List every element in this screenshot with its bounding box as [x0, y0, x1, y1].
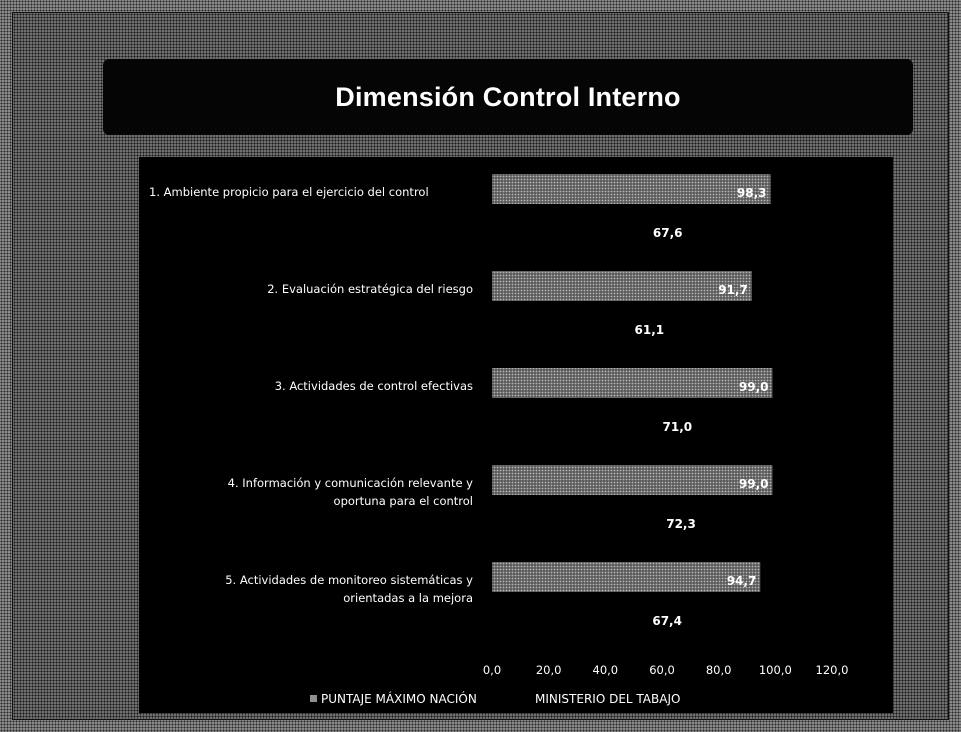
data-label: 61,1	[634, 323, 665, 337]
data-label: 91,7	[718, 283, 748, 297]
data-label: 94,7	[726, 574, 757, 588]
data-label: 71,0	[662, 420, 693, 434]
chart-panel	[139, 157, 893, 713]
title-banner	[103, 59, 913, 135]
bar-puntaje-maximo	[492, 174, 771, 204]
bar-puntaje-maximo	[492, 271, 752, 301]
data-label: 67,6	[652, 226, 683, 240]
data-label: 99,0	[738, 477, 769, 491]
x-tick-label: 40,0	[592, 663, 619, 677]
x-tick-label: 0,0	[482, 663, 502, 677]
x-tick-label: 80,0	[705, 663, 732, 677]
category-label: 5. Actividades de monitoreo sistemáticas y	[225, 573, 473, 587]
chart-title: Dimensión Control Interno	[335, 81, 681, 112]
category-label: 1. Ambiente propicio para el ejercicio del control	[149, 185, 429, 199]
category-label: oportuna para el control	[333, 494, 473, 508]
legend-swatch	[310, 695, 317, 702]
slide-frame	[12, 12, 949, 720]
bar-chart	[139, 157, 893, 713]
x-tick-label: 20,0	[535, 663, 562, 677]
data-label: 72,3	[666, 517, 696, 531]
bar-puntaje-maximo	[492, 368, 773, 398]
x-tick-label: 60,0	[649, 663, 675, 677]
x-tick-label: 100,0	[758, 663, 792, 677]
data-label: 99,0	[738, 380, 769, 394]
bar-puntaje-maximo	[492, 562, 760, 592]
data-label: 98,3	[736, 186, 767, 200]
legend-swatch	[524, 695, 531, 702]
category-label: 2. Evaluación estratégica del riesgo	[267, 282, 473, 296]
data-label: 67,4	[652, 614, 682, 628]
category-label: orientadas a la mejora	[343, 591, 473, 605]
legend-label: PUNTAJE MÁXIMO NACIÓN	[321, 692, 477, 706]
x-tick-label: 120,0	[815, 663, 849, 677]
category-label: 3. Actividades de control efectivas	[274, 379, 473, 393]
legend-label: MINISTERIO DEL TABAJO	[535, 692, 681, 706]
bar-puntaje-maximo	[492, 465, 773, 495]
category-label: 4. Información y comunicación relevante y	[227, 476, 473, 490]
